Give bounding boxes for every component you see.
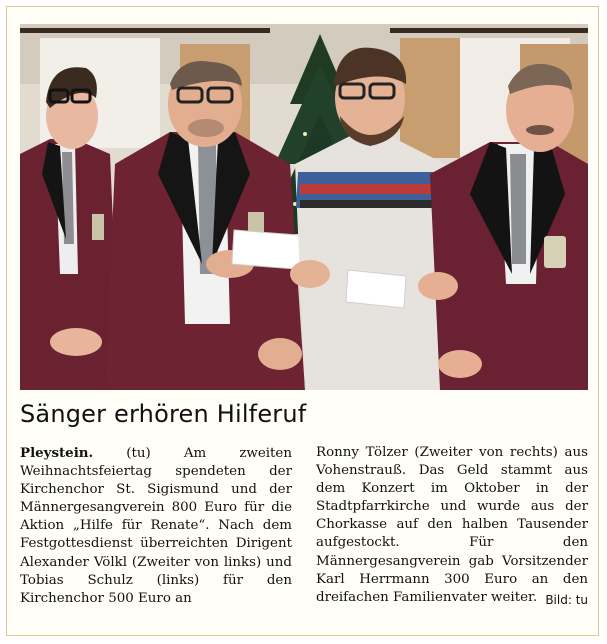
dateline: Pleystein. xyxy=(20,445,94,461)
article-text-part-1: (tu) Am zweiten Weihnachtsfeiertag spendeten der Kirchenchor St. Sigismund und der Männergesangverein 800 Euro für die Aktion „Hilfe für Renate“. Nach dem Festgottesdienst überreichten Dirigent Alexander Völkl (Zweiter von links) und Tobias Schulz (links) für den Kirchenchor 500 Euro an xyxy=(20,446,292,606)
article-text-part-2: Ronny Tölzer (Zweiter von rechts) aus Vohenstrauß. Das Geld stammt aus dem Konzert im Oktober in der Stadtpfarrkirche und wurde aus der Chorkasse auf den halben Tausender aufgestockt. Für den Männergesangverein gab Vorsitzender Karl Herrmann 300 Euro an den dreifachen Familienvater weiter. xyxy=(316,445,588,605)
headline: Sänger erhören Hilferuf xyxy=(20,400,307,428)
article-column-right xyxy=(316,444,588,609)
article-column-left xyxy=(20,444,292,608)
photo-credit: Bild: tu xyxy=(545,592,588,607)
news-photo xyxy=(20,24,588,390)
